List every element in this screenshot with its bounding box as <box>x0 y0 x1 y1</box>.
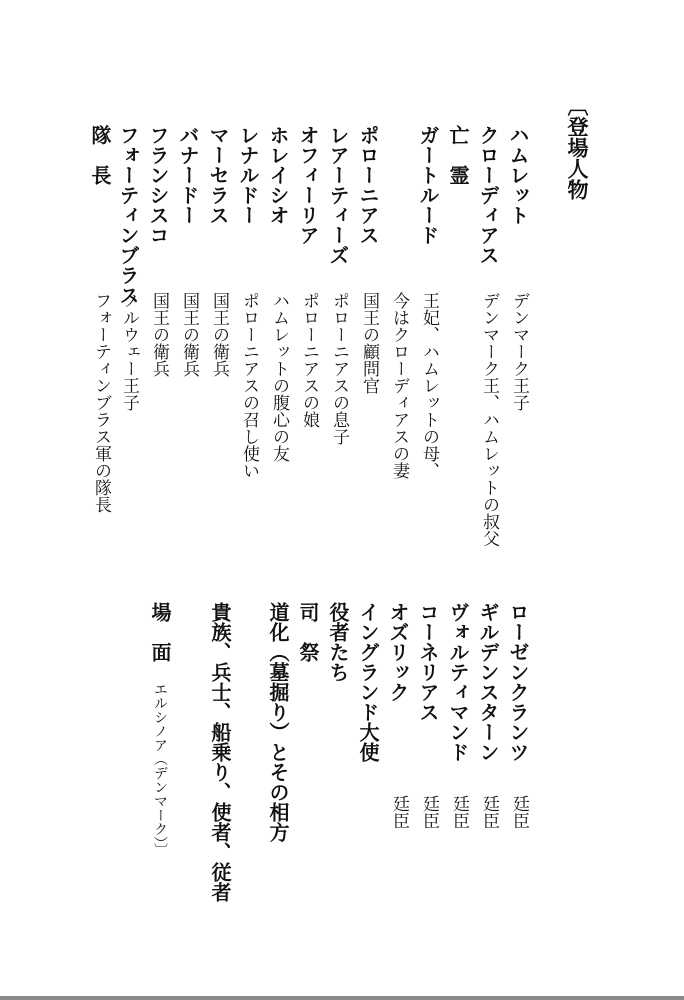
character-name: クローディアス <box>476 125 500 265</box>
character-name: オズリック <box>386 602 410 702</box>
character-name: 司 祭 <box>296 602 320 662</box>
character-name: 亡 霊 <box>446 125 470 185</box>
character-name: レアーティーズ <box>326 125 350 265</box>
character-name: フランシスコ <box>146 125 170 245</box>
character-name: フォーティンブラス <box>116 125 140 305</box>
character-role: 廷臣 <box>479 795 499 829</box>
character-role: ポローニアスの召し使い <box>239 292 259 479</box>
page-bottom-edge <box>0 996 684 1000</box>
character-role: 国王の衛兵 <box>149 292 169 377</box>
character-name: ポローニアス <box>356 125 380 245</box>
character-role: 廷臣 <box>449 795 469 829</box>
character-role: 国王の衛兵 <box>209 292 229 377</box>
character-role: ノルウェー王子 <box>119 292 139 411</box>
character-name: 道化（墓掘り）とその相方 <box>266 602 290 842</box>
character-name: コーネリアス <box>416 602 440 722</box>
cast-heading: 〔登場人物 <box>565 95 589 200</box>
character-name: 役者たち <box>326 602 350 682</box>
character-role: ポローニアスの息子 <box>329 292 349 445</box>
character-role: 廷臣 <box>389 795 409 829</box>
character-name: ヴォルティマンド <box>446 602 470 762</box>
character-name: ローゼンクランツ <box>506 602 530 762</box>
character-name: レナルドー <box>236 125 260 225</box>
character-name: ガートルード <box>416 125 440 245</box>
character-name: バナードー <box>176 125 200 225</box>
character-role: 廷臣 <box>419 795 439 829</box>
character-role: フォーティンブラス軍の隊長 <box>91 292 111 513</box>
character-name: ハムレット <box>506 125 530 225</box>
character-role: 王妃、ハムレットの母、 <box>419 292 439 479</box>
scene-label: 場 面 <box>148 602 172 662</box>
scene-setting: エルシノア（デンマーク）〕 <box>152 682 168 857</box>
character-name: ホレイシオ <box>266 125 290 225</box>
character-role: 国王の顧問官 <box>359 292 379 394</box>
character-name: イングランド大使 <box>356 602 380 762</box>
character-role: 廷臣 <box>509 795 529 829</box>
character-role: ポローニアスの娘 <box>299 292 319 428</box>
character-name: 隊 長 <box>88 125 112 185</box>
character-name: マーセラス <box>206 125 230 225</box>
character-name: オフィーリア <box>296 125 320 245</box>
character-role: デンマーク王子 <box>509 292 529 411</box>
character-name: 貴族、兵士、船乗り、使者、従者 <box>208 602 232 902</box>
character-role: デンマーク王、ハムレットの叔父 <box>479 292 499 547</box>
character-role: ハムレットの腹心の友 <box>269 292 289 462</box>
character-role: 今はクローディアスの妻 <box>389 292 409 479</box>
character-name: ギルデンスターン <box>476 602 500 762</box>
character-role: 国王の衛兵 <box>179 292 199 377</box>
